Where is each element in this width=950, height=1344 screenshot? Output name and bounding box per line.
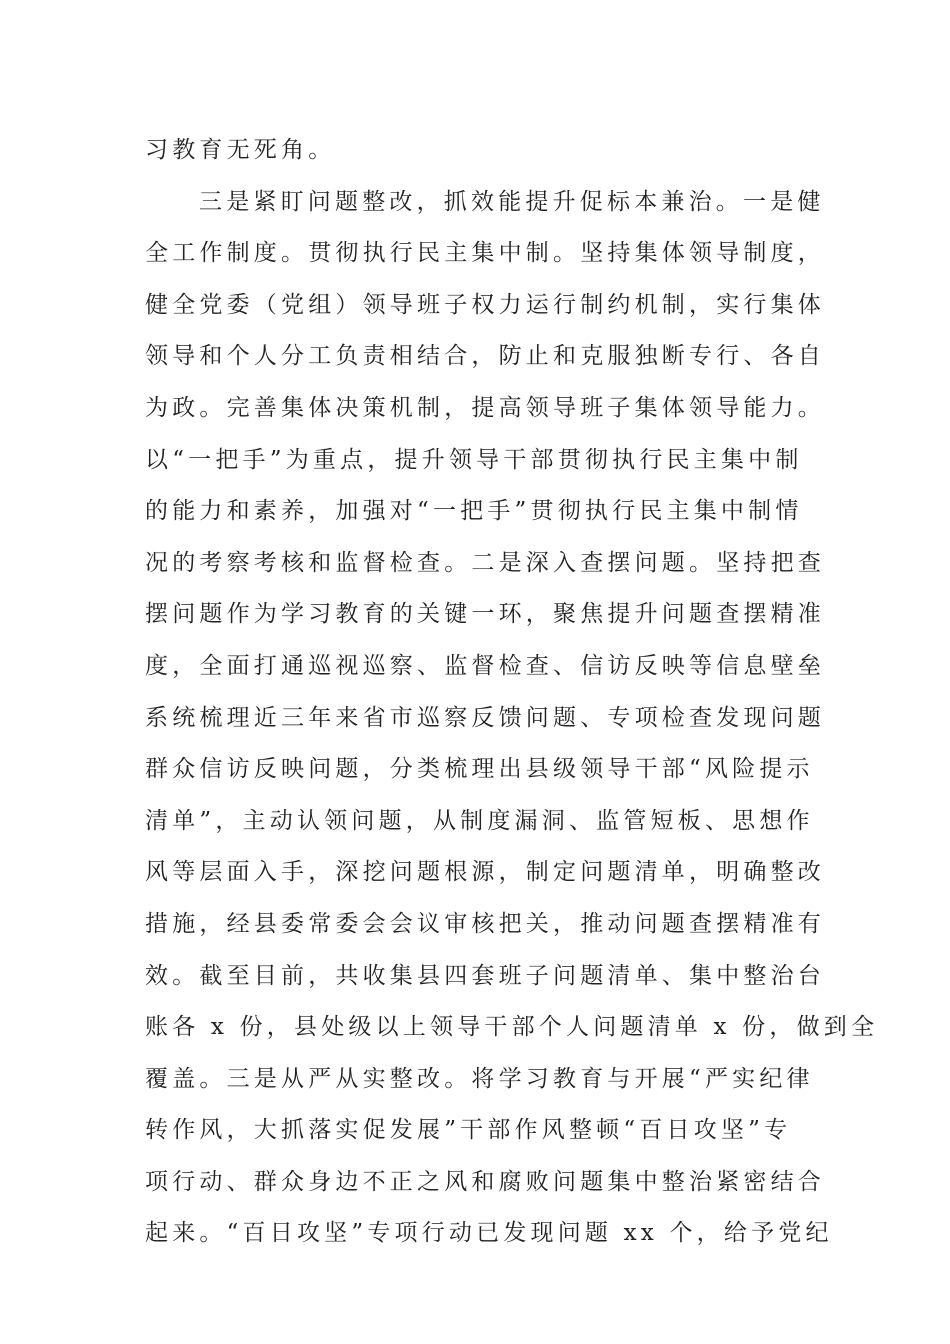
- text-line: 措施，经县委常委会会议审核把关，推动问题查摆精准有: [145, 910, 825, 937]
- paragraph-first-line: 三是紧盯问题整改，抓效能提升促标本兼治。一是健: [199, 188, 825, 215]
- text-line: 效。截至目前，共收集县四套班子问题清单、集中整治台: [145, 962, 825, 989]
- text-line: 领导和个人分工负责相结合，防止和克服独断专行、各自: [145, 343, 825, 370]
- text-line: 起来。“百日攻坚”专项行动已发现问题 xx 个，给予党纪: [145, 1220, 833, 1247]
- text-line: 度，全面打通巡视巡察、监督检查、信访反映等信息壁垒: [145, 652, 825, 679]
- body-text: [145, 125, 879, 1260]
- text-line: 况的考察考核和监督检查。二是深入查摆问题。坚持把查: [145, 549, 825, 576]
- text-line: 习教育无死角。: [145, 137, 336, 163]
- text-line: 清单”，主动认领问题，从制度漏洞、监管短板、思想作: [145, 807, 814, 834]
- text-line: 以“一把手”为重点，提升领导干部贯彻执行民主集中制: [145, 446, 803, 473]
- text-line: 群众信访反映问题，分类梳理出县级领导干部“风险提示: [145, 756, 814, 783]
- text-line: 账各 x 份，县处级以上领导干部个人问题清单 x 份，做到全: [145, 1014, 879, 1041]
- text-line: 摆问题作为学习教育的关键一环，聚焦提升问题查摆精准: [145, 601, 825, 628]
- text-line: 覆盖。三是从严从实整改。将学习教育与开展“严实纪律: [145, 1065, 814, 1092]
- text-line: 风等层面入手，深挖问题根源，制定问题清单，明确整改: [145, 859, 825, 886]
- text-line: 项行动、群众身边不正之风和腐败问题集中整治紧密结合: [145, 1168, 825, 1195]
- text-line: 全工作制度。贯彻执行民主集中制。坚持集体领导制度，: [145, 240, 825, 267]
- text-line: 转作风，大抓落实促发展”干部作风整顿“百日攻坚”专: [145, 1117, 792, 1144]
- text-line: 为政。完善集体决策机制，提高领导班子集体领导能力。: [145, 394, 825, 421]
- text-line: 系统梳理近三年来省市巡察反馈问题、专项检查发现问题: [145, 704, 825, 731]
- text-line: 的能力和素养，加强对“一把手”贯彻执行民主集中制情: [145, 498, 803, 525]
- text-line: 健全党委（党组）领导班子权力运行制约机制，实行集体: [145, 291, 825, 318]
